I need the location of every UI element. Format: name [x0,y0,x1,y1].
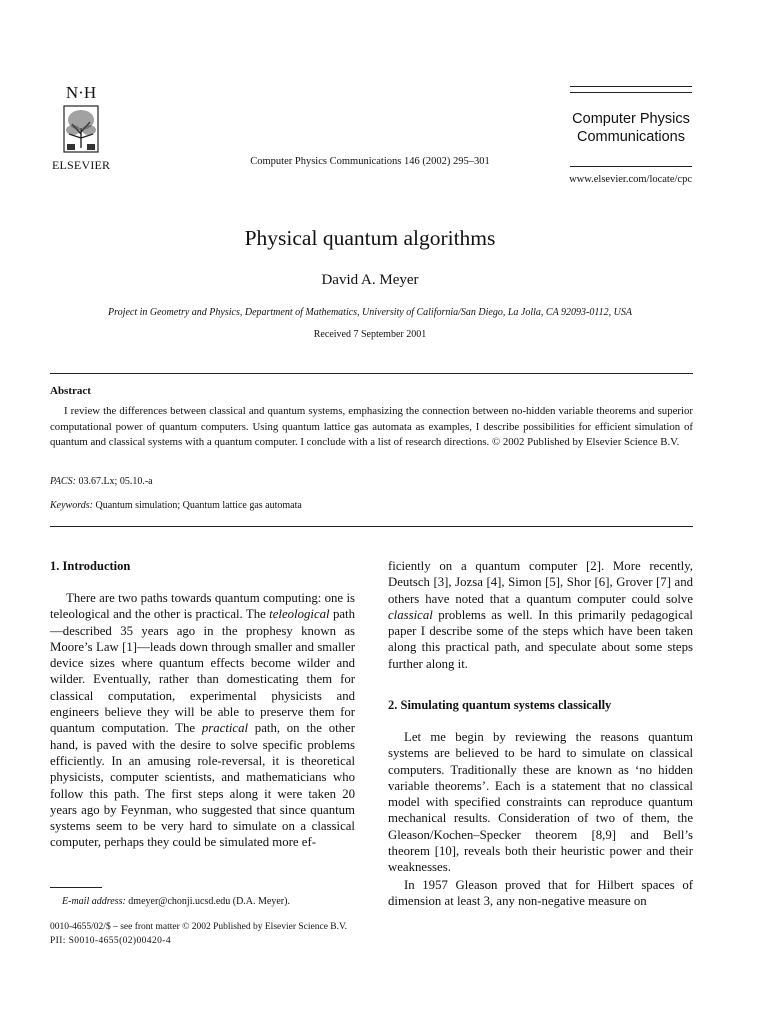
journal-name-line2: Communications [577,129,685,145]
journal-url: www.elsevier.com/locate/cpc [569,174,692,185]
abstract-heading: Abstract [50,385,91,397]
keywords-value: Quantum simulation; Quantum lattice gas automata [95,500,302,511]
received-date: Received 7 September 2001 [313,329,427,340]
pii-line: PII: S0010-4655(02)00420-4 [50,936,171,946]
section-2-heading: 2. Simulating quantum systems classically [388,698,612,712]
section-2-paragraph-2: In 1957 Gleason proved that for Hilbert spaces of dimension at least 3, any non-negative measure on [388,878,693,909]
journal-citation: Computer Physics Communications 146 (2002) 295–301 [250,156,490,167]
abstract-top-rule [50,373,693,374]
section-2-paragraph-1: Let me begin by reviewing the reasons quantum systems are believed to be hard to simulate on classical computers. Traditionally these are known as ‘no hidden variable theorems’. Each is a statement that no classical model with specified constraints can reproduce quantum mechanical results. Consideration of two of them, the Gleason/Kochen–Specker theorem [8,9] and Bell’s theorem [10], reveals both their heuristic power and their weaknesses. [388,730,693,875]
author-affiliation: Project in Geometry and Physics, Department of Mathematics, University of California/San Diego, La Jolla, CA 92093-0112, USA [108,307,632,318]
front-matter-line: 0010-4655/02/$ – see front matter © 2002 Published by Elsevier Science B.V. [50,922,348,932]
publisher-logo [52,84,110,174]
email-label: E-mail address: [62,896,126,907]
keywords-line [50,500,302,511]
pacs-label: PACS: [50,476,76,487]
publisher-name: ELSEVIER [52,158,111,172]
abstract-bottom-rule [50,526,693,527]
email-address: dmeyer@chonji.ucsd.edu (D.A. Meyer). [128,896,290,907]
pacs-value: 03.67.Lx; 05.10.-a [78,476,153,487]
footnote-rule [50,887,102,888]
logo-nh-text: N·H [65,83,97,102]
journal-rule [570,92,692,93]
article-title: Physical quantum algorithms [244,226,496,250]
section-1-paragraph-continued: ficiently on a quantum computer [2]. More recently, Deutsch [3], Jozsa [4], Simon [5], Shor [6], Grover [7] and others have noted that a quantum computer could solve classical problems as well. In this primarily pedagogical paper I describe some of the steps which have been taken along this practical path, and speculate about some steps further along it. [388,559,693,671]
journal-rule [570,86,692,87]
keywords-label: Keywords: [50,500,93,511]
abstract-text: I review the differences between classical and quantum systems, emphasizing the connection between no-hidden variable theorems and superior computational power of quantum computers. Using quantum lattice gas automata as examples, I describe possibilities for efficient simulation of quantum and classical systems with a quantum computer. I conclude with a list of research directions. © 2002 Published by Elsevier Science B.V. [50,405,693,448]
section-1-paragraph: There are two paths towards quantum computing: one is teleological and the other is practical. The teleological path—described 35 years ago in the prophesy known as Moore’s Law [1]—leads down through smaller and smaller device sizes where quantum effects become wilder and wilder. Eventually, rather than domesticating them for classical computation, experimental physicists and engineers believe they will be able to preserve them for quantum computation. The practical path, on the other hand, is paved with the desire to solve specific problems efficiently. In an amusing role-reversal, it is theoretical physicists, computer scientists, and mathematicians who follow this path. The first steps along it were taken 20 years ago by Feynman, who suggested that since quantum systems seem to be very hard to simulate on a classical computer, perhaps they could be simulated more ef- [50,591,356,850]
elsevier-tree-icon [59,104,103,154]
email-footnote [50,896,370,907]
journal-rule [570,166,692,167]
journal-name [560,110,702,146]
article-author: David A. Meyer [321,272,419,288]
section-1-heading: 1. Introduction [50,559,131,573]
pacs-line [50,476,153,487]
journal-name-line1: Computer Physics [572,111,690,127]
